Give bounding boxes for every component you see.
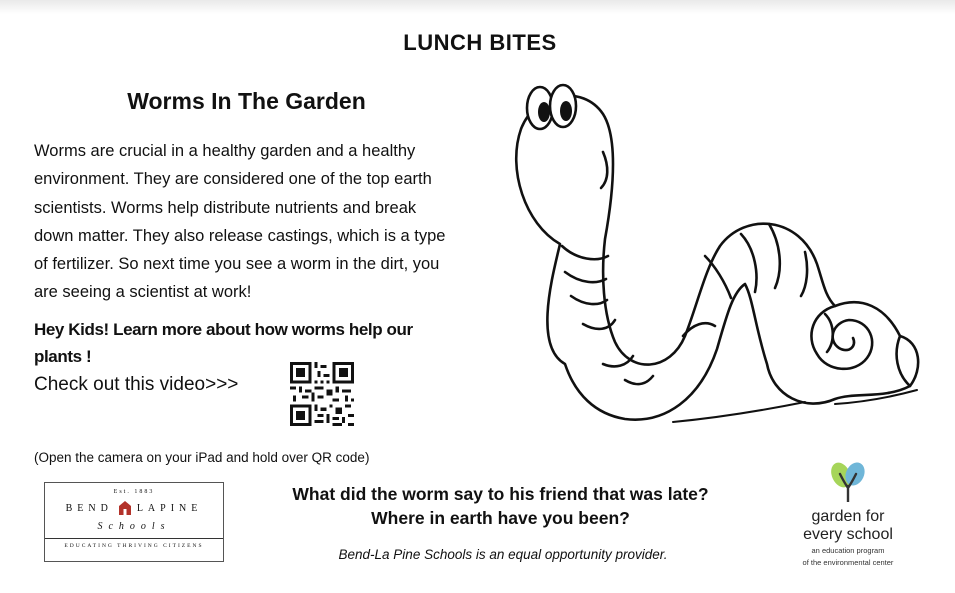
video-label: Check out this video>>> xyxy=(34,374,239,395)
kids-callout: Hey Kids! Learn more about how worms help our plants ! xyxy=(34,320,413,366)
district-name-right: LAPINE xyxy=(136,502,203,514)
garden-logo-name-1: garden for xyxy=(811,508,885,525)
top-shade xyxy=(0,0,955,14)
equal-opportunity-note: Bend-La Pine Schools is an equal opportunity provider. xyxy=(338,547,668,562)
joke xyxy=(268,482,733,530)
qr-instructions: (Open the camera on your iPad and hold over QR code) xyxy=(34,450,370,465)
district-divider xyxy=(45,538,223,539)
article-body: Worms are crucial in a healthy garden and a healthy environment. They are considered one of the top earth scientists. Worms help distribute nutrients and break down matter. They also release castings, which is a type of fertilizer. So next time you see a worm in the dirt, you are seeing a scientist at work! xyxy=(34,142,446,302)
article-title: Worms In The Garden xyxy=(127,88,366,114)
district-logo xyxy=(44,482,224,562)
district-established: Est. 1883 xyxy=(113,489,155,495)
worm-illustration xyxy=(505,74,925,436)
district-motto: EDUCATING THRIVING CITIZENS xyxy=(64,543,204,549)
page-header: LUNCH BITES xyxy=(403,30,557,55)
schoolhouse-icon xyxy=(119,501,131,515)
joke-answer: Where in earth have you been? xyxy=(371,508,630,528)
garden-logo-name-2: every school xyxy=(803,526,893,543)
district-schools: Schools xyxy=(97,521,171,532)
garden-logo-sub-2: of the environmental center xyxy=(802,558,894,567)
district-name-row xyxy=(45,501,223,515)
qr-code[interactable] xyxy=(290,362,354,426)
garden-logo xyxy=(778,460,918,567)
sprout-icon xyxy=(828,460,868,502)
garden-logo-sub-1: an education program xyxy=(811,546,885,555)
district-name-left: BEND xyxy=(65,502,113,514)
joke-question: What did the worm say to his friend that was late? xyxy=(292,484,709,504)
